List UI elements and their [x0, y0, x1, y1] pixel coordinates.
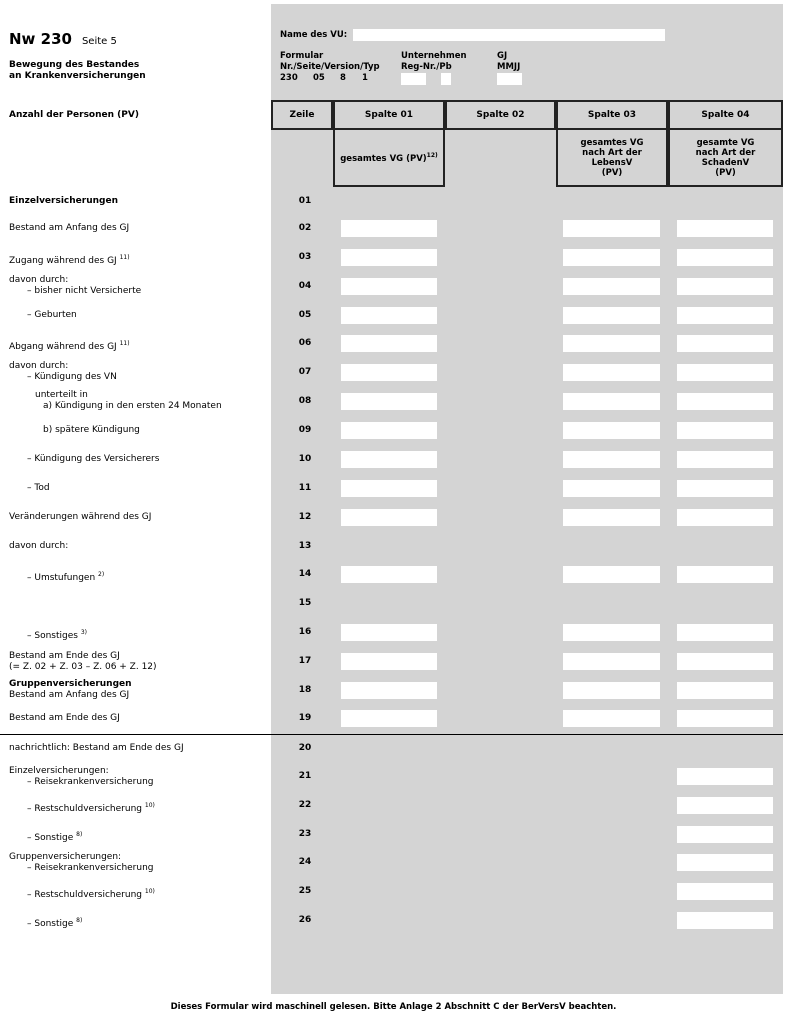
formular-value-typ: 1 — [362, 73, 368, 83]
sub01-footnote: 12) — [426, 152, 438, 160]
cell-r09-c04[interactable] — [677, 422, 773, 439]
cell-r06-c04[interactable] — [677, 335, 773, 352]
row-01-label: Einzelversicherungen — [9, 196, 118, 206]
cell-r25-c04[interactable] — [677, 883, 773, 900]
cell-r23-c04[interactable] — [677, 826, 773, 843]
formular-value-seite: 05 — [313, 73, 325, 83]
cell-r16-c03[interactable] — [563, 624, 660, 641]
row-03-text: Zugang während des GJ — [9, 256, 117, 266]
row-06-label — [9, 338, 130, 353]
row-16-text: – Sonstiges — [27, 631, 78, 641]
row-25-footnote: 10) — [144, 888, 155, 895]
cell-r04-c03[interactable] — [563, 278, 660, 295]
page-label: Seite 5 — [81, 36, 117, 47]
cell-r04-c04[interactable] — [677, 278, 773, 295]
row-18-label — [9, 679, 132, 701]
row-07-text-a: davon durch: — [9, 361, 69, 371]
row-10-label: – Kündigung des Versicherers — [27, 454, 160, 464]
cell-r16-c01[interactable] — [341, 624, 437, 641]
cell-r18-c04[interactable] — [677, 682, 773, 699]
row-08-num: 08 — [298, 396, 312, 406]
formular-label-2: Nr./Seite/Version/Typ — [280, 62, 380, 72]
row-26-num: 26 — [298, 915, 312, 925]
row-22-text: – Restschuldversicherung — [27, 804, 142, 814]
row-26-text: – Sonstige — [27, 919, 74, 929]
row-25-num: 25 — [298, 886, 312, 896]
row-25-text: – Restschuldversicherung — [27, 890, 142, 900]
cell-r03-c04[interactable] — [677, 249, 773, 266]
row-23-text: – Sonstige — [27, 833, 74, 843]
row-04-num: 04 — [298, 281, 312, 291]
row-19-num: 19 — [298, 713, 312, 723]
col-zeile-header: Zeile — [271, 100, 333, 130]
row-11-num: 11 — [298, 483, 312, 493]
row-08-text-b: a) Kündigung in den ersten 24 Monaten — [43, 401, 222, 411]
col-spalte01-subheader — [333, 130, 445, 187]
row-16-footnote: 3) — [80, 629, 87, 636]
row-16-num: 16 — [298, 627, 312, 637]
row-20-num: 20 — [298, 743, 312, 753]
form-title — [9, 30, 117, 48]
row-18-num: 18 — [298, 685, 312, 695]
row-08-label — [9, 390, 222, 412]
cell-r04-c01[interactable] — [341, 278, 437, 295]
cell-r12-c04[interactable] — [677, 509, 773, 526]
cell-r05-c01[interactable] — [341, 307, 437, 324]
row-25-label — [9, 886, 155, 901]
cell-r05-c03[interactable] — [563, 307, 660, 324]
row-04-label — [9, 275, 141, 297]
row-22-label — [9, 800, 155, 815]
row-13-num: 13 — [298, 541, 312, 551]
row-12-num: 12 — [298, 512, 312, 522]
cell-r07-c04[interactable] — [677, 364, 773, 381]
row-21-num: 21 — [298, 771, 312, 781]
cell-r07-c03[interactable] — [563, 364, 660, 381]
row-06-text: Abgang während des GJ — [9, 342, 117, 352]
row-14-label — [9, 569, 104, 584]
gj-label-1: GJ — [497, 51, 508, 61]
cell-r17-c01[interactable] — [341, 653, 437, 670]
cell-r16-c04[interactable] — [677, 624, 773, 641]
row-26-label — [9, 915, 82, 930]
gj-input[interactable] — [497, 73, 522, 85]
pb-input[interactable] — [441, 73, 451, 85]
row-21-text-a: Einzelversicherungen: — [9, 766, 109, 776]
cell-r19-c03[interactable] — [563, 710, 660, 727]
row-22-footnote: 10) — [144, 802, 155, 809]
cell-r18-c01[interactable] — [341, 682, 437, 699]
row-17-text-b: (= Z. 02 + Z. 03 – Z. 06 + Z. 12) — [9, 662, 157, 672]
cell-r07-c01[interactable] — [341, 364, 437, 381]
col-spalte02-header: Spalte 02 — [445, 100, 556, 130]
col-spalte01-header: Spalte 01 — [333, 100, 445, 130]
cell-r09-c01[interactable] — [341, 422, 437, 439]
form-code: Nw 230 — [9, 30, 72, 48]
cell-r11-c04[interactable] — [677, 480, 773, 497]
row-17-label — [9, 651, 157, 673]
reg-nr-input[interactable] — [401, 73, 426, 85]
cell-r06-c03[interactable] — [563, 335, 660, 352]
cell-r14-c01[interactable] — [341, 566, 437, 583]
col-spalte03-header: Spalte 03 — [556, 100, 668, 130]
row-16-label — [9, 627, 87, 642]
row-09-num: 09 — [298, 425, 312, 435]
row-06-num: 06 — [298, 338, 312, 348]
unternehmen-label-2: Reg-Nr./Pb — [401, 62, 452, 72]
cell-r19-c01[interactable] — [341, 710, 437, 727]
sub04-line-4: (PV) — [715, 167, 736, 178]
cell-r11-c03[interactable] — [563, 480, 660, 497]
row-08-text-a: unterteilt in — [35, 390, 88, 400]
section-heading: Anzahl der Personen (PV) — [9, 110, 139, 120]
row-01-num: 01 — [298, 196, 312, 206]
col-spalte04-subheader — [668, 130, 783, 187]
row-22-num: 22 — [298, 800, 312, 810]
form-subtitle — [9, 60, 146, 82]
row-04-text-a: davon durch: — [9, 275, 69, 285]
row-15-num: 15 — [298, 598, 312, 608]
subtitle-line-2: an Krankenversicherungen — [9, 71, 146, 81]
row-17-text-a: Bestand am Ende des GJ — [9, 651, 120, 661]
row-10-num: 10 — [298, 454, 312, 464]
row-12-label: Veränderungen während des GJ — [9, 512, 152, 522]
cell-r18-c03[interactable] — [563, 682, 660, 699]
cell-r26-c04[interactable] — [677, 912, 773, 929]
section-divider — [0, 734, 783, 735]
cell-r12-c03[interactable] — [563, 509, 660, 526]
cell-r17-c03[interactable] — [563, 653, 660, 670]
cell-r14-c03[interactable] — [563, 566, 660, 583]
row-06-footnote: 11) — [119, 340, 130, 347]
row-17-num: 17 — [298, 656, 312, 666]
cell-r22-c04[interactable] — [677, 797, 773, 814]
row-24-text-b: – Reisekrankenversicherung — [27, 863, 154, 873]
row-26-footnote: 8) — [76, 917, 83, 924]
cell-r10-c01[interactable] — [341, 451, 437, 468]
row-04-text-b: – bisher nicht Versicherte — [27, 286, 142, 296]
sub03-line-4: (PV) — [601, 167, 623, 178]
cell-r08-c01[interactable] — [341, 393, 437, 410]
cell-r10-c04[interactable] — [677, 451, 773, 468]
cell-r06-c01[interactable] — [341, 335, 437, 352]
row-07-num: 07 — [298, 367, 312, 377]
row-09-label: b) spätere Kündigung — [43, 425, 140, 435]
row-03-footnote: 11) — [119, 254, 130, 261]
cell-r08-c04[interactable] — [677, 393, 773, 410]
cell-r08-c03[interactable] — [563, 393, 660, 410]
cell-r12-c01[interactable] — [341, 509, 437, 526]
row-24-label — [9, 852, 154, 874]
row-21-text-b: – Reisekrankenversicherung — [27, 777, 154, 787]
row-23-num: 23 — [298, 829, 312, 839]
cell-r02-c01[interactable] — [341, 220, 437, 237]
row-14-num: 14 — [298, 569, 312, 579]
sub04-line-2: nach Art der — [695, 147, 756, 158]
cell-r09-c03[interactable] — [563, 422, 660, 439]
footer-note: Dieses Formular wird maschinell gelesen. Bitte Anlage 2 Abschnitt C der BerVersV beachten. — [170, 1002, 617, 1012]
row-18-text-a: Gruppenversicherungen — [9, 679, 132, 689]
vu-name-input[interactable] — [353, 29, 665, 41]
row-24-text-a: Gruppenversicherungen: — [9, 852, 122, 862]
cell-r11-c01[interactable] — [341, 480, 437, 497]
vu-label: Name des VU: — [280, 30, 348, 40]
sub04-line-1: gesamte VG — [696, 137, 755, 148]
row-24-num: 24 — [298, 857, 312, 867]
cell-r10-c03[interactable] — [563, 451, 660, 468]
unternehmen-label-1: Unternehmen — [401, 51, 467, 61]
cell-r21-c04[interactable] — [677, 768, 773, 785]
row-07-text-b: – Kündigung des VN — [27, 372, 117, 382]
subtitle-line-1: Bewegung des Bestandes — [9, 60, 140, 70]
cell-r19-c04[interactable] — [677, 710, 773, 727]
cell-r02-c04[interactable] — [677, 220, 773, 237]
row-02-label: Bestand am Anfang des GJ — [9, 223, 130, 233]
row-03-label — [9, 252, 130, 267]
sub04-line-3: SchadenV — [701, 157, 750, 168]
row-07-label — [9, 361, 117, 383]
row-23-footnote: 8) — [76, 831, 83, 838]
row-18-text-b: Bestand am Anfang des GJ — [9, 690, 130, 700]
sub03-line-1: gesamtes VG — [580, 137, 644, 148]
col-spalte03-subheader — [556, 130, 668, 187]
row-19-label: Bestand am Ende des GJ — [9, 713, 120, 723]
row-20-label: nachrichtlich: Bestand am Ende des GJ — [9, 743, 184, 753]
sub03-line-3: LebensV — [591, 157, 633, 168]
cell-r02-c03[interactable] — [563, 220, 660, 237]
row-13-label: davon durch: — [9, 541, 69, 551]
cell-r05-c04[interactable] — [677, 307, 773, 324]
cell-r03-c03[interactable] — [563, 249, 660, 266]
col-spalte02-subheader — [445, 130, 556, 187]
row-03-num: 03 — [298, 252, 312, 262]
row-14-text: – Umstufungen — [27, 573, 96, 583]
formular-label-1: Formular — [280, 51, 324, 61]
row-05-label: – Geburten — [27, 310, 77, 320]
formular-value-nr: 230 — [280, 73, 298, 83]
row-05-num: 05 — [298, 310, 312, 320]
formular-value-version: 8 — [340, 73, 346, 83]
row-11-label: – Tod — [27, 483, 50, 493]
sub01-text: gesamtes VG (PV) — [340, 153, 427, 164]
cell-r24-c04[interactable] — [677, 854, 773, 871]
sub03-line-2: nach Art der — [582, 147, 642, 158]
cell-r03-c01[interactable] — [341, 249, 437, 266]
row-14-footnote: 2) — [98, 571, 105, 578]
cell-r14-c04[interactable] — [677, 566, 773, 583]
row-23-label — [9, 829, 82, 844]
row-21-label — [9, 766, 154, 788]
cell-r17-c04[interactable] — [677, 653, 773, 670]
col-spalte04-header: Spalte 04 — [668, 100, 783, 130]
row-02-num: 02 — [298, 223, 312, 233]
gj-label-2: MMJJ — [497, 62, 521, 72]
